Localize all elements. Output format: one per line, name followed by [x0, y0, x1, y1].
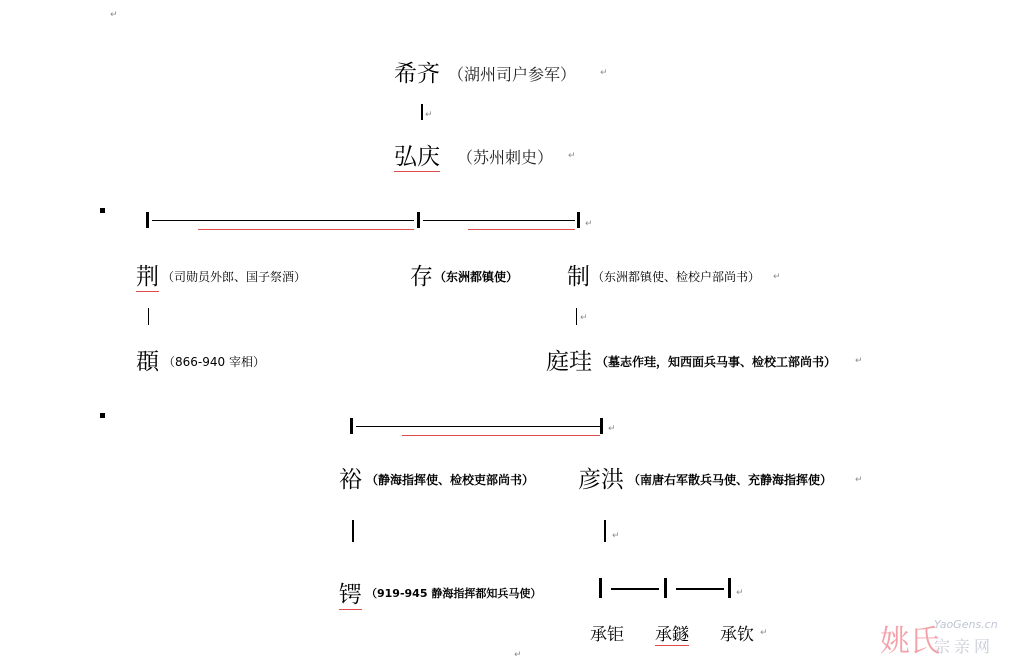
person-name-e: 锷 — [339, 576, 362, 610]
person-title-yun: （866-940 宰相） — [163, 355, 265, 369]
paragraph-mark: ↵ — [773, 272, 781, 282]
spell-squiggle — [402, 435, 600, 436]
branch-tick — [600, 418, 603, 434]
person-name-cun: 存 — [410, 264, 433, 290]
paragraph-mark: ↵ — [425, 110, 433, 120]
person-name-tinggui: 庭珪 — [546, 349, 592, 375]
paragraph-mark: ↵ — [736, 588, 744, 598]
paragraph-mark: ↵ — [568, 151, 576, 161]
branch-line — [356, 426, 600, 427]
list-bullet — [100, 413, 105, 418]
person-name-zhi: 制 — [567, 264, 590, 290]
person-name-yanhong: 彦洪 — [578, 467, 624, 493]
person-name-chengju: 承钜 — [590, 625, 624, 645]
branch-line — [152, 220, 414, 221]
branch-tick — [350, 418, 353, 434]
person-name-jing: 荆 — [136, 258, 159, 292]
paragraph-mark: ↵ — [612, 531, 620, 541]
person-name-xiqi: 希齐 — [394, 61, 440, 87]
paragraph-mark: ↵ — [600, 68, 608, 78]
paragraph-mark: ↵ — [514, 650, 522, 660]
spell-squiggle — [468, 229, 575, 230]
branch-tick — [664, 578, 667, 598]
connector-line — [352, 520, 354, 542]
connector-line — [576, 308, 577, 325]
person-name-yu: 裕 — [339, 467, 362, 493]
person-title-hongqing: （苏州刺史） — [457, 148, 554, 167]
paragraph-mark: ↵ — [855, 356, 863, 366]
person-title-yanhong: （南唐右军散兵马使、充静海指挥使） — [628, 473, 833, 487]
person-name-chengsui: 承鐩 — [655, 620, 689, 646]
person-name-chengqin: 承钦 — [720, 625, 754, 645]
paragraph-mark: ↵ — [110, 10, 118, 20]
paragraph-mark: ↵ — [760, 628, 768, 638]
person-title-tinggui: （墓志作珪，知西面兵马事、检校工部尚书） — [596, 355, 837, 369]
connector-line — [421, 104, 423, 120]
branch-line — [423, 220, 575, 221]
person-title-e: （919-945 静海指挥都知兵马使） — [366, 587, 542, 600]
branch-tick — [577, 212, 580, 228]
branch-line — [676, 588, 724, 590]
branch-line — [611, 588, 659, 590]
branch-tick — [146, 212, 149, 228]
watermark-surname: 姚氏 — [880, 624, 940, 659]
list-bullet — [100, 208, 105, 213]
person-title-zhi: （东洲都镇使、检校户部尚书） — [592, 270, 761, 284]
branch-tick — [728, 578, 731, 598]
person-title-yu: （静海指挥使、检校吏部尚书） — [366, 473, 535, 487]
person-name-hongqing: 弘庆 — [394, 138, 440, 172]
branch-tick — [599, 578, 602, 598]
paragraph-mark: ↵ — [855, 475, 863, 485]
connector-line — [148, 308, 149, 325]
person-title-cun: （东洲都镇使） — [434, 270, 519, 284]
branch-tick — [417, 212, 420, 228]
person-title-jing: （司勋员外郎、国子祭酒） — [162, 270, 307, 284]
person-title-xiqi: （湖州司户参军） — [448, 65, 577, 84]
spell-squiggle — [198, 229, 414, 230]
paragraph-mark: ↵ — [608, 424, 616, 434]
paragraph-mark: ↵ — [580, 313, 588, 323]
watermark-site: 宗亲网 — [934, 637, 995, 656]
connector-line — [604, 520, 606, 542]
watermark-domain: YaoGens.cn — [934, 618, 998, 631]
paragraph-mark: ↵ — [585, 219, 593, 229]
person-name-yun: 頵 — [136, 349, 159, 375]
